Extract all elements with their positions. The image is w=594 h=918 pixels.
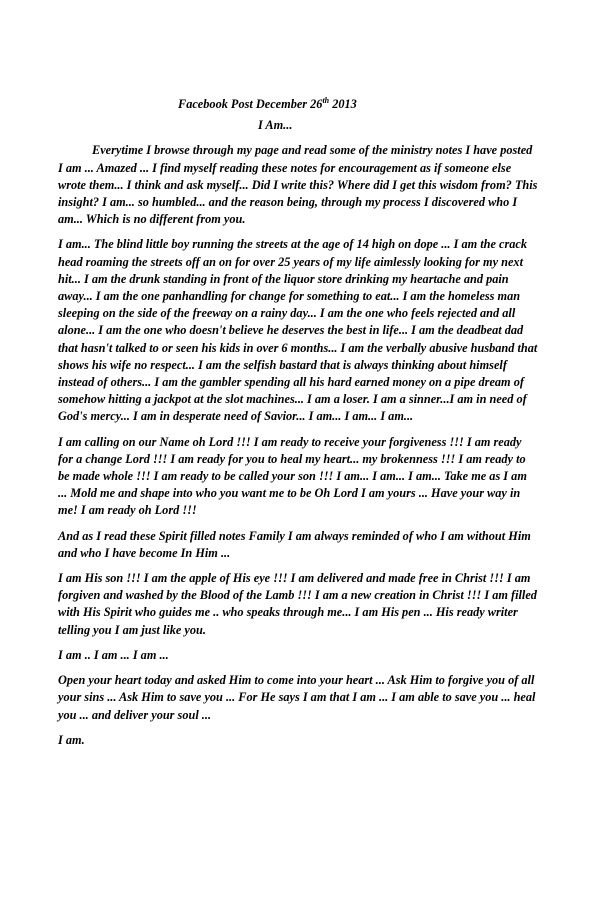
paragraph-confession: I am... The blind little boy running the streets at the age of 14 high on dope ... I am the crack head roaming the streets off an on for over 25 years of my life aimlessly looking for my next hit... I am the drunk standing in front of the liquor store drinking my heartache and pain away... I am the one panhandling for change for something to eat... I am the homeless man sleeping on the side of the freeway on a rainy day... I am the one who feels rejected and all alone... I am the one who doesn't believe he deserves the best in life... I am the deadbeat dad that hasn't talked to or seen his kids in over 6 months... I am the verbally abusive husband that shows his wife no respect... I am the selfish bastard that is always thinking about himself instead of others... I am the gambler spending all his hard earned money on a pipe dream of somehow hitting a jackpot at the slot machines... I am a loser. I am a sinner...I am in need of God's mercy... I am in desperate need of Savior... I am... I am... I am... xyxy=(58,237,538,424)
paragraph-intro: Everytime I browse through my page and read some of the ministry notes I have posted I am ... Amazed ... I find myself reading these notes for encouragement as if someone else wrote them... I think and ask myself... Did I write this? Where did I get this wisdom from? This insight? I am... so humbled... and the reason being, through my process I discovered who I am... Which is no different from you. xyxy=(58,143,538,227)
paragraph-calling: I am calling on our Name oh Lord !!! I am ready to receive your forgiveness !!! I am ready for a change Lord !!! I am ready for you to heal my heart... my brokenness !!! I am ready to be made whole !!! I am ready to be called your son !!! I am... I am... I am... Take me as I am ... Mold me and shape into who you want me to be Oh Lord I am yours ... Have your way in me! I am ready oh Lord !!! xyxy=(58,434,527,518)
paragraph-reminder: And as I read these Spirit filled notes Family I am always reminded of who I am without Him and who I have become In Him ... xyxy=(58,528,531,560)
document-page xyxy=(58,96,538,757)
title-year: 2013 xyxy=(329,97,357,111)
document-title xyxy=(58,96,538,113)
paragraph-invitation: Open your heart today and asked Him to come into your heart ... Ask Him to forgive you of all your sins ... Ask Him to save you ... For He says I am that I am ... I am able to save you ... heal you ... and deliver your soul ... xyxy=(58,673,536,722)
paragraph-refrain: I am .. I am ... I am ... xyxy=(58,647,169,662)
document-subtitle: I Am... xyxy=(258,118,293,133)
paragraph-identity: I am His son !!! I am the apple of His eye !!! I am delivered and made free in Christ !!! I am forgiven and washed by the Blood of the Lamb !!! I am a new creation in Christ !!! I am filled with His Spirit who guides me .. who speaks through me... I am His pen ... His ready writer telling you I am just like you. xyxy=(58,571,537,637)
title-text: Facebook Post December 26 xyxy=(178,97,323,111)
title-superscript: th xyxy=(322,95,330,105)
paragraph-closing: I am. xyxy=(58,732,85,747)
